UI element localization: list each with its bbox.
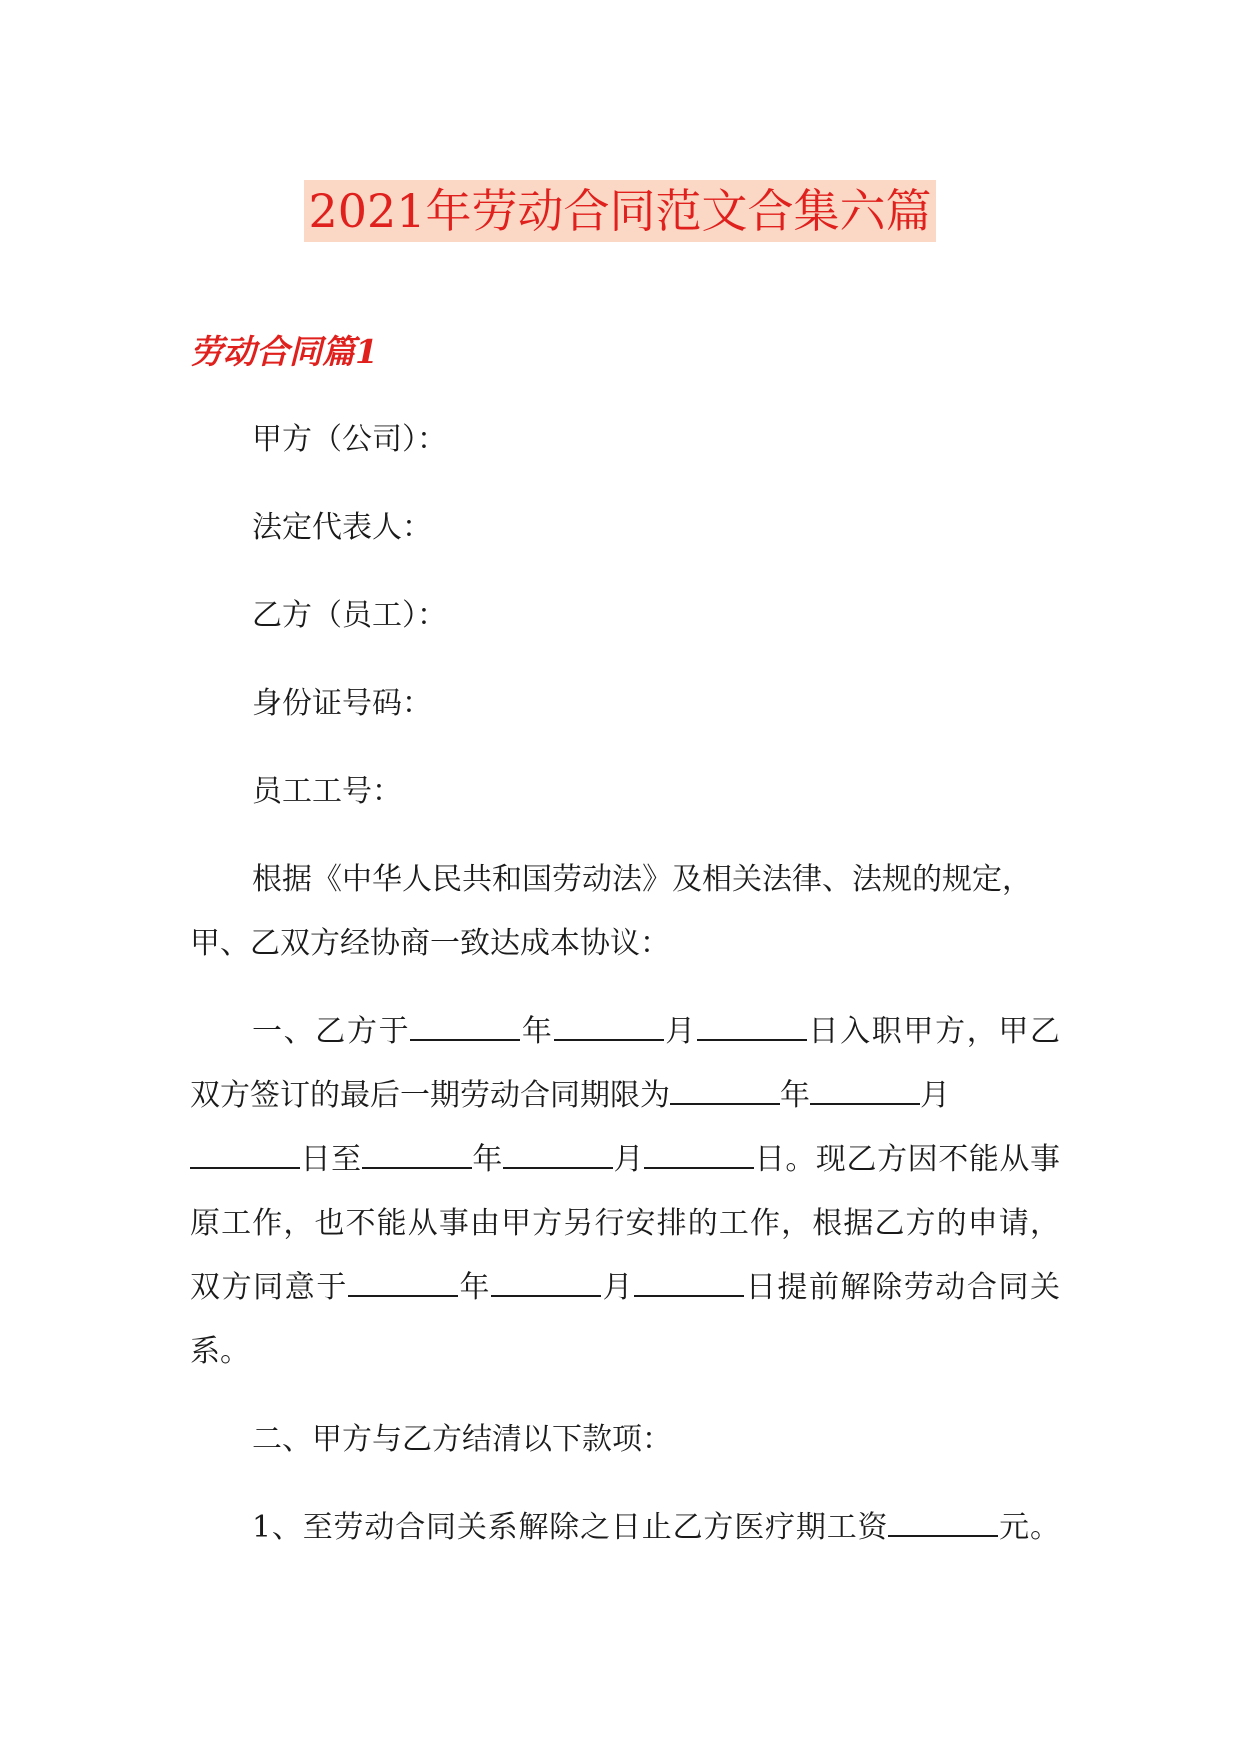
clause1-text: 月 <box>601 1270 635 1305</box>
clause1-line-2 <box>190 1076 1060 1116</box>
title-wrapper <box>0 180 1240 242</box>
intro-line-2: 甲、乙双方经协商一致达成本协议： <box>190 926 670 961</box>
intro-line-1: 根据《中华人民共和国劳动法》及相关法律、法规的规定， <box>252 862 1032 897</box>
clause1-text: 年 <box>780 1078 810 1113</box>
clause1-line-6: 系。 <box>190 1334 250 1369</box>
clause2-text: 元。 <box>998 1510 1061 1545</box>
blank-field <box>644 1141 754 1169</box>
clause1-line-4: 原工作，也不能从事由甲方另行安排的工作，根据乙方的申请， <box>190 1206 1060 1241</box>
document-title: 2021年劳动合同范文合集六篇 <box>304 180 935 242</box>
blank-field <box>348 1269 458 1297</box>
clause1-text: 年 <box>520 1014 554 1049</box>
clause1-text: 月 <box>663 1014 697 1049</box>
clause1-text: 一、乙方于 <box>252 1014 411 1049</box>
clause1-line-3 <box>190 1140 1060 1180</box>
blank-field <box>190 1141 300 1169</box>
clause1-text: 双方同意于 <box>190 1270 348 1305</box>
clause1-text: 日提前解除劳动合同关 <box>744 1270 1061 1305</box>
clause1-text: 月 <box>920 1078 950 1113</box>
clause2-heading: 二、甲方与乙方结清以下款项： <box>252 1422 672 1457</box>
blank-field <box>634 1269 744 1297</box>
blank-field <box>362 1141 472 1169</box>
clause1-text: 日至 <box>300 1142 362 1177</box>
field-id-number: 身份证号码： <box>252 686 432 721</box>
field-employee-number: 员工工号： <box>252 774 402 809</box>
clause1-text: 年 <box>471 1142 503 1177</box>
field-legal-representative: 法定代表人： <box>252 510 432 545</box>
blank-field <box>410 1013 520 1041</box>
clause1-line-5 <box>190 1268 1060 1308</box>
blank-field <box>888 1509 998 1537</box>
blank-field <box>554 1013 664 1041</box>
clause2-text: 1、至劳动合同关系解除之日止乙方医疗期工资 <box>252 1510 889 1545</box>
clause1-text: 双方签订的最后一期劳动合同期限为 <box>190 1078 670 1113</box>
clause1-text: 日。现乙方因不能从事 <box>754 1142 1061 1177</box>
blank-field <box>697 1013 807 1041</box>
blank-field <box>491 1269 601 1297</box>
clause1-line-1 <box>252 1012 1060 1052</box>
field-party-b: 乙方（员工）： <box>252 598 447 633</box>
blank-field <box>810 1077 920 1105</box>
field-party-a: 甲方（公司）： <box>252 422 447 457</box>
clause1-text: 年 <box>457 1270 492 1305</box>
section-heading: 劳动合同篇1 <box>190 332 378 371</box>
clause1-text: 月 <box>612 1142 645 1177</box>
blank-field <box>670 1077 780 1105</box>
clause1-text: 日入职甲方，甲乙 <box>806 1014 1061 1049</box>
blank-field <box>503 1141 613 1169</box>
clause2-item-1 <box>252 1508 1060 1548</box>
